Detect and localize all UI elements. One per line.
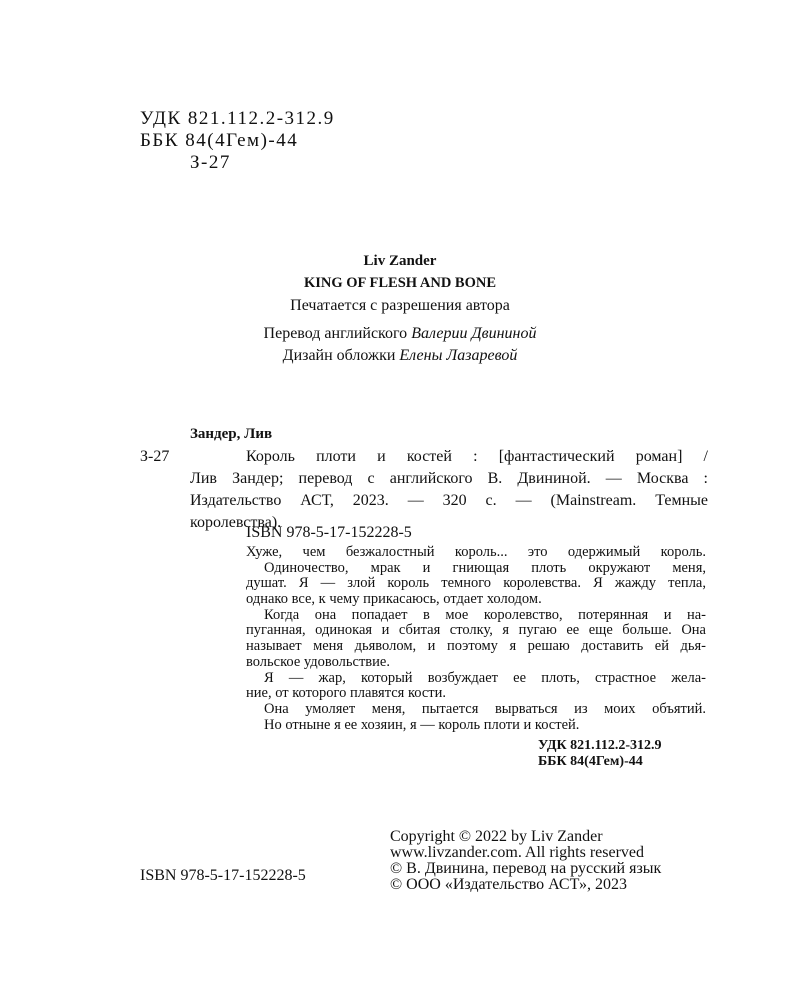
- catalog-line-4: королевства).: [190, 514, 282, 531]
- copyright-line-3: © В. Двинина, перевод на русский язык: [390, 860, 662, 877]
- annotation-line-2: Одиночество, мрак и гниющая плоть окружают меня,: [264, 560, 706, 576]
- copyright-line-1: Copyright © 2022 by Liv Zander: [390, 828, 603, 845]
- bbk-code: ББК 84(4Гем)-44: [140, 130, 299, 151]
- annotation-line-12: Но отныне я ее хозяин, я — король плоти и костей.: [264, 717, 580, 733]
- annotation-line-3: душат. Я — злой король темного королевства. Я жажду тепла,: [246, 575, 706, 591]
- catalog-line-3: Издательство АСТ, 2023. — 320 с. — (Mainstream. Темные: [190, 492, 708, 509]
- permission-note: Печатается с разрешения автора: [290, 297, 510, 314]
- annotation-line-5: Когда она попадает в мое королевство, потерянная и на-: [264, 607, 706, 623]
- catalog-sign: З-27: [140, 448, 170, 465]
- copyright-line-2: www.livzander.com. All rights reserved: [390, 844, 645, 861]
- catalog-line-1: Король плоти и костей : [фантастический роман] /: [246, 448, 708, 465]
- author-name-en: Liv Zander: [363, 253, 437, 269]
- translator-prefix: Перевод английского: [263, 325, 408, 342]
- catalog-heading: Зандер, Лив: [190, 426, 273, 442]
- annotation-line-6: пуганная, одинокая и сбитая столку, я пугаю ее еще больше. Она: [246, 622, 706, 638]
- annotation-line-1: Хуже, чем безжалостный король... это одержимый король.: [246, 544, 706, 560]
- catalog-isbn: ISBN 978-5-17-152228-5: [246, 524, 412, 541]
- translator-name: Валерии Двининой: [411, 325, 537, 342]
- annotation-line-4: однако все, к чему прикасаюсь, отдает холодом.: [246, 591, 542, 607]
- author-sign: З-27: [190, 152, 231, 173]
- annotation-line-7: называет меня дьяволом, и поэтому я решаю доставить ей дья-: [246, 638, 706, 654]
- translator-line: [0, 325, 800, 343]
- book-title-en: KING OF FLESH AND BONE: [303, 275, 497, 291]
- annotation-line-8: вольское удовольствие.: [246, 654, 390, 670]
- annotation-udk: УДК 821.112.2-312.9: [538, 738, 662, 753]
- annotation-line-9: Я — жар, который возбуждает ее плоть, страстное жела-: [264, 670, 706, 686]
- udk-code: УДК 821.112.2-312.9: [140, 108, 335, 129]
- annotation-line-10: ние, от которого плавятся кости.: [246, 685, 447, 701]
- cover-prefix: Дизайн обложки: [282, 347, 396, 364]
- catalog-line-2: Лив Зандер; перевод с английского В. Двининой. — Москва :: [190, 470, 708, 487]
- cover-designer-name: Елены Лазаревой: [399, 347, 518, 364]
- footer-isbn: ISBN 978-5-17-152228-5: [140, 867, 306, 884]
- annotation-bbk: ББК 84(4Гем)-44: [538, 754, 643, 769]
- cover-designer-line: [0, 347, 800, 365]
- copyright-line-4: © ООО «Издательство АСТ», 2023: [390, 876, 627, 893]
- annotation-line-11: Она умоляет меня, пытается вырваться из моих объятий.: [264, 701, 706, 717]
